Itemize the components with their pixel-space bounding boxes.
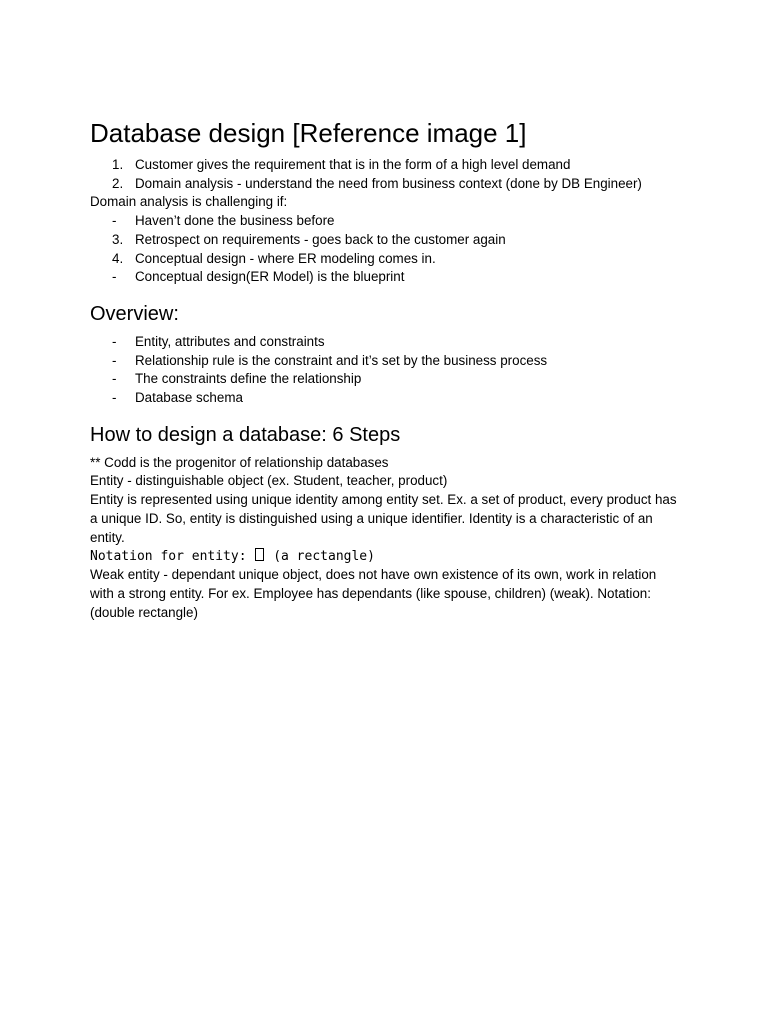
list-item-text: Conceptual design - where ER modeling comes in. xyxy=(135,250,436,266)
list-marker: 2. xyxy=(112,175,124,191)
entity-definition: Entity - distinguishable object (ex. Student, teacher, product) xyxy=(90,473,448,489)
rectangle-icon xyxy=(255,548,264,561)
entity-paragraph: Entity is represented using unique identity among entity set. Ex. a set of product, every product has a unique ID. So, entity is distinguished using a unique identifier. Identity is a characteristic of an entity. xyxy=(90,492,677,545)
list-marker: - xyxy=(112,352,117,368)
document-page xyxy=(90,116,690,622)
list-marker: 3. xyxy=(112,231,124,247)
notation-prefix: Notation for entity: xyxy=(90,549,247,565)
list-item xyxy=(90,389,690,408)
page-title: Database design [Reference image 1] xyxy=(90,118,527,148)
list-item-text: The constraints define the relationship xyxy=(135,371,362,387)
notation-suffix: (a rectangle) xyxy=(273,549,375,565)
list-marker: - xyxy=(112,269,117,285)
list-marker: - xyxy=(112,371,117,387)
howto-heading: How to design a database: 6 Steps xyxy=(90,423,401,446)
list-item xyxy=(90,333,690,352)
weak-entity-paragraph: Weak entity - dependant unique object, does not have own existence of its own, work in relation with a strong entity. For ex. Employee has dependants (like spouse, children) (weak). Notation: (double rectangle) xyxy=(90,567,657,620)
list-marker: 1. xyxy=(112,157,124,172)
list-item xyxy=(90,370,690,389)
list-item-text: Customer gives the requirement that is in the form of a high level demand xyxy=(135,157,571,172)
list-item xyxy=(90,250,690,269)
list-marker: - xyxy=(112,333,117,349)
list-item-text: Retrospect on requirements - goes back to the customer again xyxy=(135,231,506,247)
list-item xyxy=(90,231,690,250)
list-item-text: Entity, attributes and constraints xyxy=(135,333,325,349)
requirements-list xyxy=(90,156,690,193)
list-marker: 4. xyxy=(112,250,124,266)
list-item-text: Domain analysis - understand the need from business context (done by DB Engineer) xyxy=(135,175,642,191)
list-item-text: Relationship rule is the constraint and it’s set by the business process xyxy=(135,352,548,368)
design-steps-list xyxy=(90,212,690,287)
domain-analysis-line: Domain analysis is challenging if: xyxy=(90,194,288,210)
codd-note: ** Codd is the progenitor of relationship databases xyxy=(90,454,389,470)
list-item-text: Haven’t done the business before xyxy=(135,213,335,229)
list-item xyxy=(90,352,690,371)
list-item xyxy=(90,175,690,194)
overview-section xyxy=(90,301,690,408)
entity-notation-line xyxy=(90,547,690,566)
list-marker: - xyxy=(112,390,117,406)
list-marker: - xyxy=(112,213,117,229)
list-item xyxy=(90,156,690,175)
list-item-text: Conceptual design(ER Model) is the blueprint xyxy=(135,269,405,285)
overview-heading: Overview: xyxy=(90,302,179,325)
list-item-text: Database schema xyxy=(135,390,243,406)
howto-section xyxy=(90,422,690,623)
list-item xyxy=(90,212,690,231)
list-item xyxy=(90,268,690,287)
